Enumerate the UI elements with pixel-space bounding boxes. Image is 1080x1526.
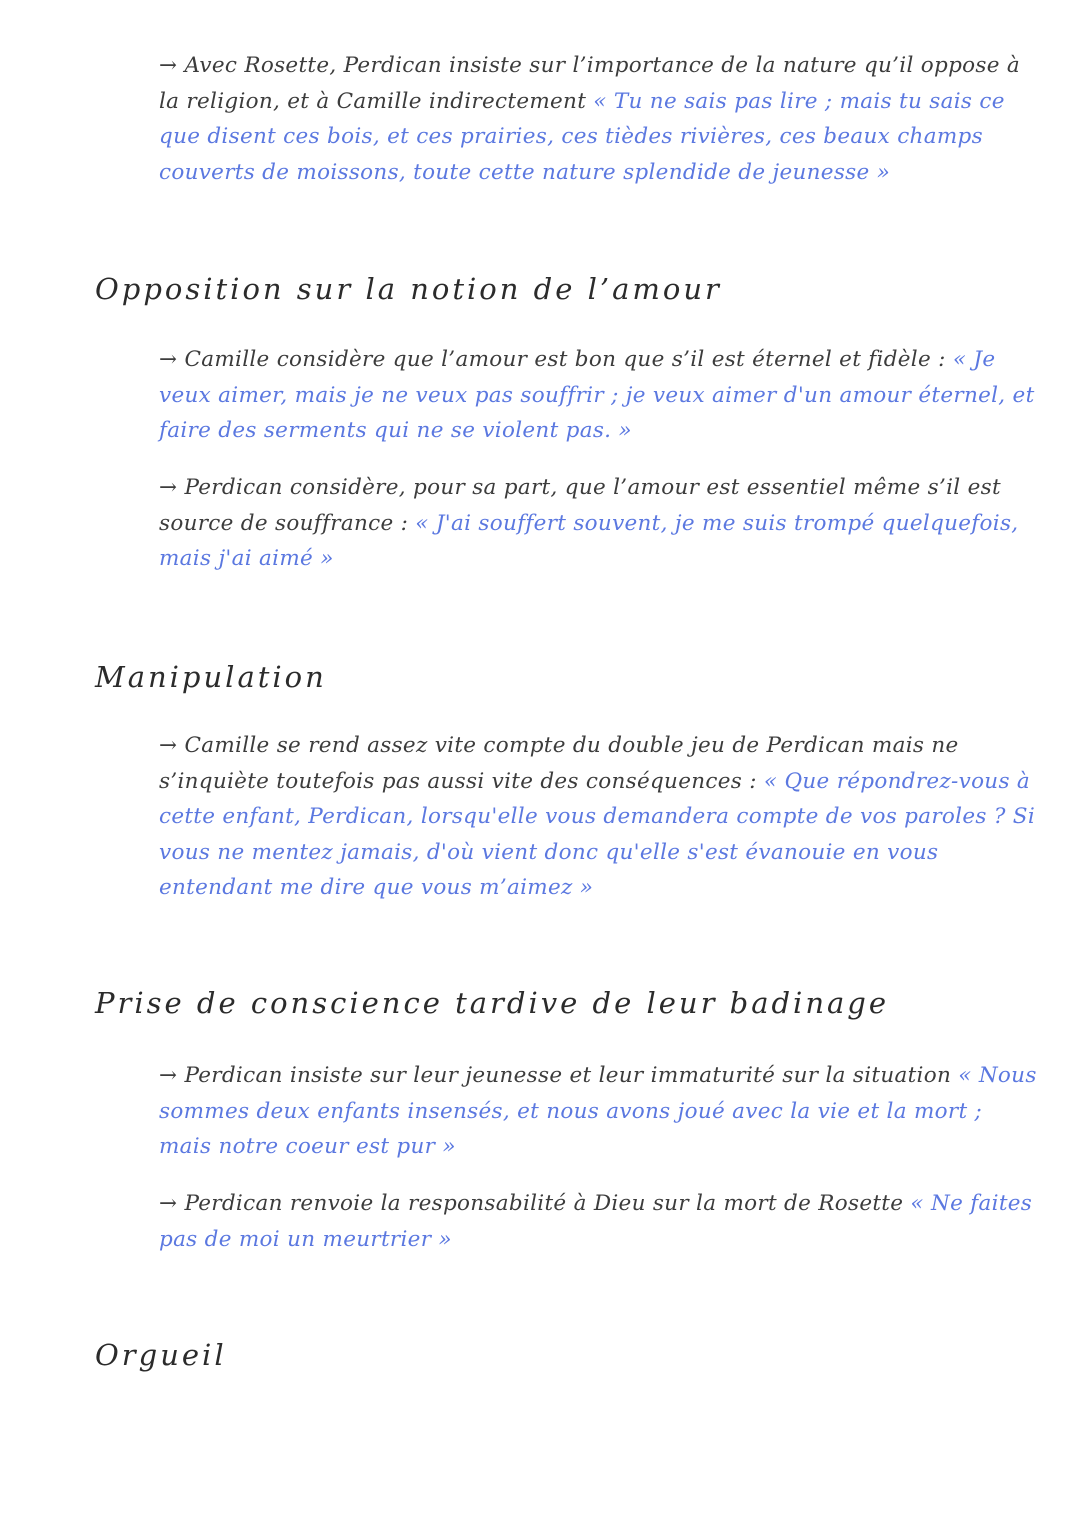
arrow-icon: → — [159, 475, 178, 500]
paragraph-text: Camille considère que l’amour est bon que s’il est éternel et fidèle : — [177, 347, 953, 372]
paragraph-text: Perdican considère, pour sa part, que l’amour est essentiel même s’il est source de souffrance : — [159, 475, 1001, 536]
paragraph-perdican-amour — [159, 470, 1039, 577]
paragraph-nature-religion — [159, 48, 1039, 190]
paragraph-camille-amour — [159, 342, 1039, 449]
paragraph-perdican-jeunesse — [159, 1058, 1039, 1165]
quotation: « Tu ne sais pas lire ; mais tu sais ce que disent ces bois, et ces prairies, ces tièdes rivières, ces beaux champs couverts de moissons, toute cette nature splendide de jeunesse » — [159, 88, 1005, 185]
paragraph-text: Perdican insiste sur leur jeunesse et leur immaturité sur la situation — [177, 1063, 959, 1088]
paragraph-text: Camille se rend assez vite compte du double jeu de Perdican mais ne s’inquiète toutefois pas aussi vite des conséquences : — [159, 733, 959, 794]
paragraph-text: Perdican renvoie la responsabilité à Dieu sur la mort de Rosette — [177, 1191, 911, 1216]
section-heading-amour: Opposition sur la notion de l’amour — [95, 272, 722, 306]
section-heading-manipulation: Manipulation — [95, 660, 327, 694]
quotation: « Que répondrez-vous à cette enfant, Perdican, lorsqu'elle vous demandera compte de vos paroles ? Si vous ne mentez jamais, d'où vient donc qu'elle s'est évanouie en vous entendant me dire que vous m’aimez » — [159, 768, 1036, 900]
paragraph-text: Avec Rosette, Perdican insiste sur l’importance de la nature qu’il oppose à la religion, et à Camille indirectement — [159, 53, 1021, 114]
quotation: « Je veux aimer, mais je ne veux pas souffrir ; je veux aimer d'un amour éternel, et faire des serments qui ne se violent pas. » — [159, 347, 1035, 443]
arrow-icon: → — [159, 1063, 178, 1088]
paragraph-camille-manipulation — [159, 728, 1039, 906]
section-heading-orgueil: Orgueil — [95, 1338, 227, 1372]
arrow-icon: → — [159, 1191, 178, 1216]
paragraph-perdican-responsabilite — [159, 1186, 1039, 1257]
arrow-icon: → — [159, 53, 178, 78]
quotation: « Ne faites pas de moi un meurtrier » — [159, 1191, 1033, 1252]
section-heading-prise-de-conscience: Prise de conscience tardive de leur badinage — [95, 986, 890, 1020]
arrow-icon: → — [159, 347, 178, 372]
quotation: « Nous sommes deux enfants insensés, et nous avons joué avec la vie et la mort ; mais notre coeur est pur » — [159, 1063, 1037, 1159]
arrow-icon: → — [159, 733, 178, 758]
quotation: « J'ai souffert souvent, je me suis trompé quelquefois, mais j'ai aimé » — [159, 510, 1019, 571]
